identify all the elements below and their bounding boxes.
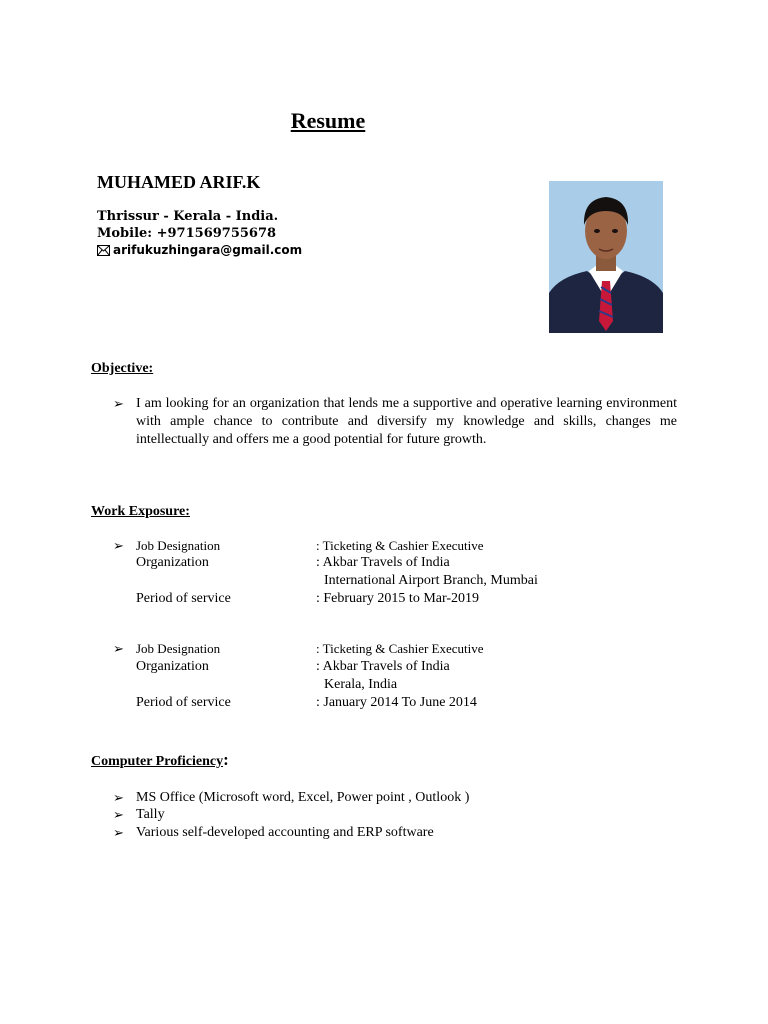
bullet-arrow-icon: ➢ [113, 807, 124, 822]
organization-branch: International Airport Branch, Mumbai [324, 573, 538, 588]
period-label: Period of service [136, 591, 231, 606]
bullet-arrow-icon: ➢ [113, 825, 124, 840]
resume-title: Resume [290, 108, 366, 133]
profile-photo [549, 181, 663, 333]
period-value: : January 2014 To June 2014 [316, 695, 477, 710]
organization-value: : Akbar Travels of India [316, 555, 450, 570]
period-label: Period of service [136, 695, 231, 710]
email-line [97, 243, 302, 257]
job-designation-value: : Ticketing & Cashier Executive [316, 538, 484, 553]
objective-text: I am looking for an organization that lends me a supportive and operative learning environment with ample chance to contribute and diversify my knowledge and skills, changes me intellectually and offers me a good potential for future growth. [136, 396, 677, 447]
organization-value: : Akbar Travels of India [316, 659, 450, 674]
email-address: arifukuzhingara@gmail.com [113, 243, 303, 257]
organization-location: Kerala, India [324, 677, 398, 692]
bullet-arrow-icon: ➢ [113, 790, 124, 805]
location: Thrissur - Kerala - India. [97, 209, 279, 224]
job-designation-value: : Ticketing & Cashier Executive [316, 641, 484, 656]
envelope-icon [97, 245, 110, 256]
skill-item: MS Office (Microsoft word, Excel, Power point , Outlook ) [136, 790, 470, 805]
computer-proficiency-heading [91, 750, 229, 770]
bullet-arrow-icon: ➢ [113, 641, 124, 656]
job-designation-label: Job Designation [136, 641, 221, 656]
computer-proficiency-heading-text: Computer Proficiency [91, 754, 224, 769]
job-designation-label: Job Designation [136, 538, 221, 553]
skill-item: Various self-developed accounting and ERP software [136, 825, 434, 840]
period-value: : February 2015 to Mar-2019 [316, 591, 480, 606]
mobile: Mobile: +971569755678 [97, 226, 277, 241]
candidate-name: MUHAMED ARIF.K [97, 172, 261, 192]
organization-label: Organization [136, 555, 209, 570]
heading-colon: : [223, 750, 229, 769]
organization-label: Organization [136, 659, 209, 674]
objective-heading: Objective: [91, 361, 154, 376]
skill-item: Tally [136, 807, 165, 822]
bullet-arrow-icon: ➢ [113, 396, 124, 411]
work-exposure-heading: Work Exposure: [91, 504, 190, 519]
bullet-arrow-icon: ➢ [113, 538, 124, 553]
